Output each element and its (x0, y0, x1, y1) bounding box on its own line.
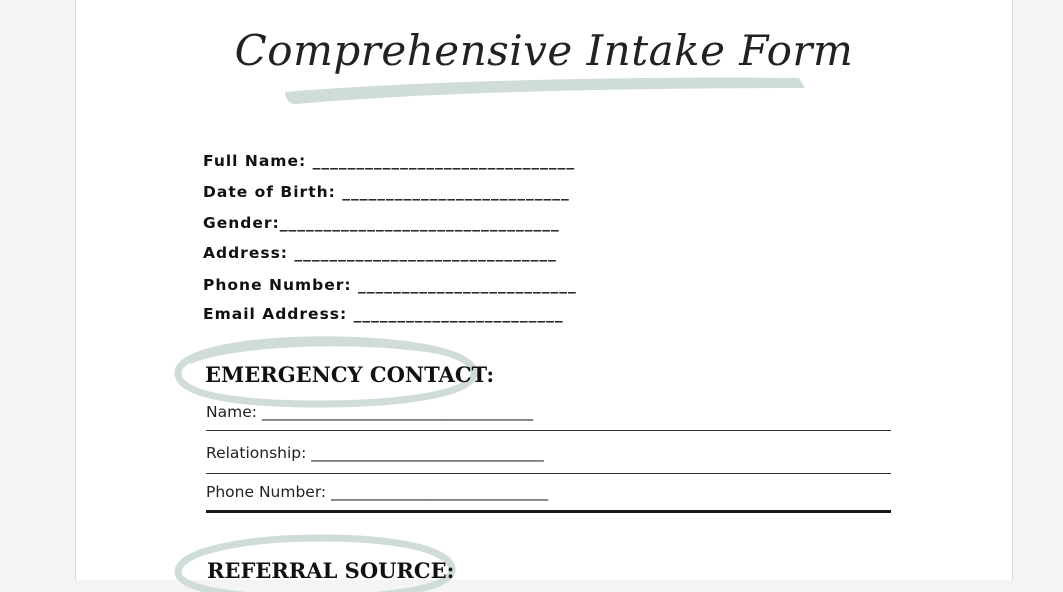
title-block (76, 22, 1012, 112)
page-title: Comprehensive Intake Form (234, 26, 854, 75)
date-of-birth-field[interactable]: Date of Birth: __________________________ (203, 183, 570, 201)
document-page (75, 0, 1013, 583)
address-field[interactable]: Address: ______________________________ (203, 244, 557, 262)
full-name-field[interactable]: Full Name: ______________________________ (203, 152, 576, 170)
emergency-relationship-field[interactable]: Relationship: ______________________________ (206, 444, 544, 462)
title-underline-swoosh (281, 74, 811, 110)
divider (206, 473, 891, 474)
section-divider (206, 510, 891, 513)
divider (206, 430, 891, 431)
emergency-contact-heading: EMERGENCY CONTACT: (205, 362, 495, 387)
referral-source-heading: REFERRAL SOURCE: (207, 558, 455, 583)
gender-field[interactable]: Gender:________________________________ (203, 214, 560, 232)
emergency-phone-field[interactable]: Phone Number: ____________________________ (206, 483, 549, 501)
emergency-name-field[interactable]: Name: ___________________________________ (206, 403, 534, 421)
phone-number-field[interactable]: Phone Number: _________________________ (203, 276, 577, 294)
email-address-field[interactable]: Email Address: ________________________ (203, 305, 564, 323)
